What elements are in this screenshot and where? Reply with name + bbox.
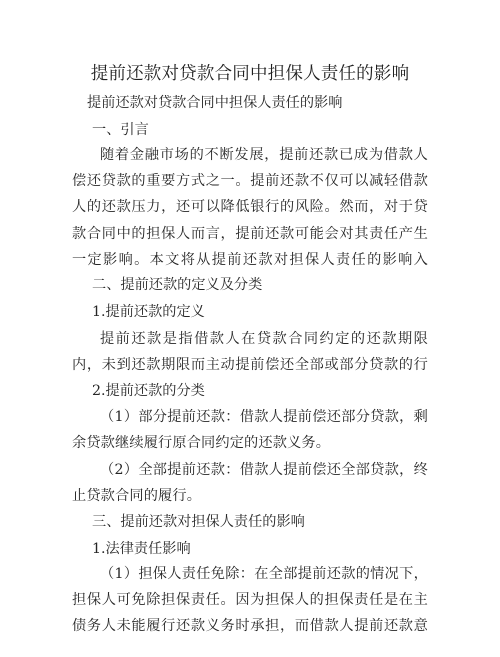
document-subtitle: 提前还款对贷款合同中担保人责任的影响 bbox=[87, 95, 343, 111]
section-heading-definition: 二、提前还款的定义及分类 bbox=[92, 277, 263, 293]
section-heading-intro: 一、引言 bbox=[92, 122, 149, 138]
subheading-definition: 1.提前还款的定义 bbox=[92, 304, 205, 320]
list-item-full-prepayment: （2）全部提前还款：借款人提前偿还全部贷款，终止贷款合同的履行。 bbox=[72, 462, 428, 505]
list-item-guarantor-release: （1）担保人责任免除：在全部提前还款的情况下，担保人可免除担保责任。因为担保人的担保责任是在主债务人未能履行还款义务时承担，而借款人提前还款意 bbox=[72, 566, 428, 635]
section-heading-impact: 三、提前还款对担保人责任的影响 bbox=[92, 514, 305, 530]
paragraph-intro: 随着金融市场的不断发展，提前还款已成为借款人偿还贷款的重要方式之一。提前还款不仅可以减轻借款人的还款压力，还可以降低银行的风险。然而，对于贷款合同中的担保人而言，提前还款可能会对其责任产生一定影响。本文将从提前还款对担保人责任的影响入 bbox=[72, 147, 428, 268]
paragraph-definition: 提前还款是指借款人在贷款合同约定的还款期限内，未到还款期限而主动提前偿还全部或部分贷款的行 bbox=[72, 331, 428, 374]
document-title: 提前还款对贷款合同中担保人责任的影响 bbox=[90, 64, 410, 84]
subheading-legal-impact: 1.法律责任影响 bbox=[92, 541, 191, 557]
subheading-classification: 2.提前还款的分类 bbox=[92, 383, 205, 399]
list-item-partial-prepayment: （1）部分提前还款：借款人提前偿还部分贷款，剩余贷款继续履行原合同约定的还款义务。 bbox=[72, 409, 428, 452]
